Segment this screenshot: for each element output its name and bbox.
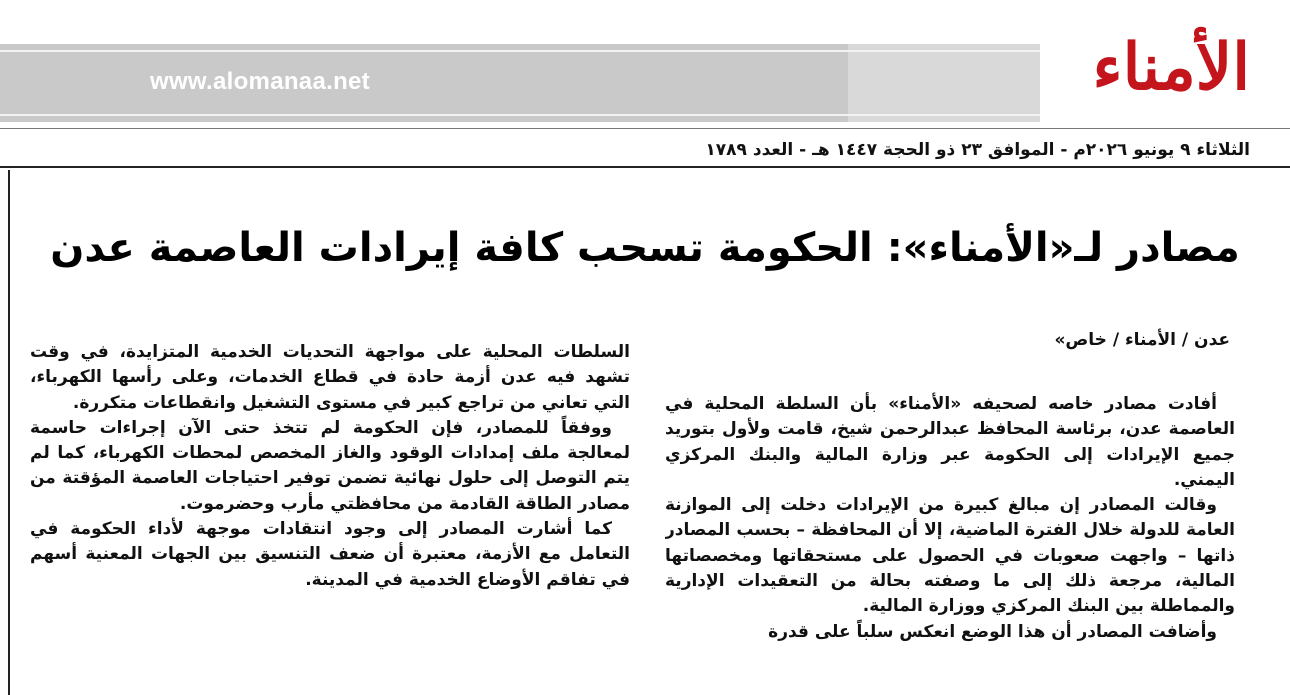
paragraph: أفادت مصادر خاصه لصحيفه «الأمناء» بأن السلطة المحلية في العاصمة عدن، برئاسة المحافظ عبدالرحمن شيخ، قامت ولأول بتوريد جميع الإيرادات إلى الحكومة عبر وزارة المالية والبنك المركزي اليمني. xyxy=(665,394,1235,490)
paragraph: كما أشارت المصادر إلى وجود انتقادات موجهة لأداء الحكومة في التعامل مع الأزمة، معتبرة أن ضعف التنسيق بين الجهات المعنية أسهم في تفاقم الأوضاع الخدمية في المدينة. xyxy=(30,519,630,590)
paragraph: السلطات المحلية على مواجهة التحديات الخدمية المتزايدة، في وقت تشهد فيه عدن أزمة حادة في قطاع الخدمات، وعلى رأسها الكهرباء، التي تعاني من تراجع كبير في مستوى التشغيل وانقطاعات متكررة. xyxy=(30,342,630,413)
left-margin-rule xyxy=(8,170,10,695)
article-right-column xyxy=(665,392,1235,695)
newspaper-logo: الأمناء xyxy=(1092,30,1250,105)
masthead-bottom-rule xyxy=(0,128,1290,129)
paragraph: وأضافت المصادر أن هذا الوضع انعكس سلباً على قدرة xyxy=(768,621,1217,642)
header-stripe xyxy=(0,114,1040,116)
article-headline: مصادر لـ«الأمناء»: الحكومة تسحب كافة إيرادات العاصمة عدن xyxy=(50,225,1240,271)
date-line-rule xyxy=(0,166,1290,168)
header-stripe xyxy=(0,50,1040,52)
issue-date-line: الثلاثاء ٩ يونيو ٢٠٢٦م - الموافق ٢٣ ذو الحجة ١٤٤٧ هـ - العدد ١٧٨٩ xyxy=(705,140,1250,160)
site-url[interactable]: www.alomanaa.net xyxy=(150,68,370,95)
paragraph: ووفقاً للمصادر، فإن الحكومة لم تتخذ حتى الآن إجراءات حاسمة لمعالجة ملف إمدادات الوقود والغاز المخصص لمحطات الكهرباء، كما لم يتم التوصل إلى حلول نهائية تضمن توفير احتياجات العاصمة المؤقتة من مصادر الطاقة القادمة من محافظتي مأرب وحضرموت. xyxy=(30,417,630,514)
article-left-column xyxy=(30,340,630,695)
paragraph: وقالت المصادر إن مبالغ كبيرة من الإيرادات دخلت إلى الموازنة العامة للدولة خلال الفترة الماضية، إلا أن المحافظة – بحسب المصادر ذاتها – واجهت صعوبات في الحصول على مستحقاتها ومخصصاتها المالية، مرجعة ذلك إلى ما وصفته بحالة من التعقيدات الإدارية والمماطلة بين البنك المركزي ووزارة المالية. xyxy=(665,495,1235,617)
article-byline: عدن / الأمناء / خاص» xyxy=(1054,330,1230,350)
header-band-light xyxy=(848,44,1040,122)
